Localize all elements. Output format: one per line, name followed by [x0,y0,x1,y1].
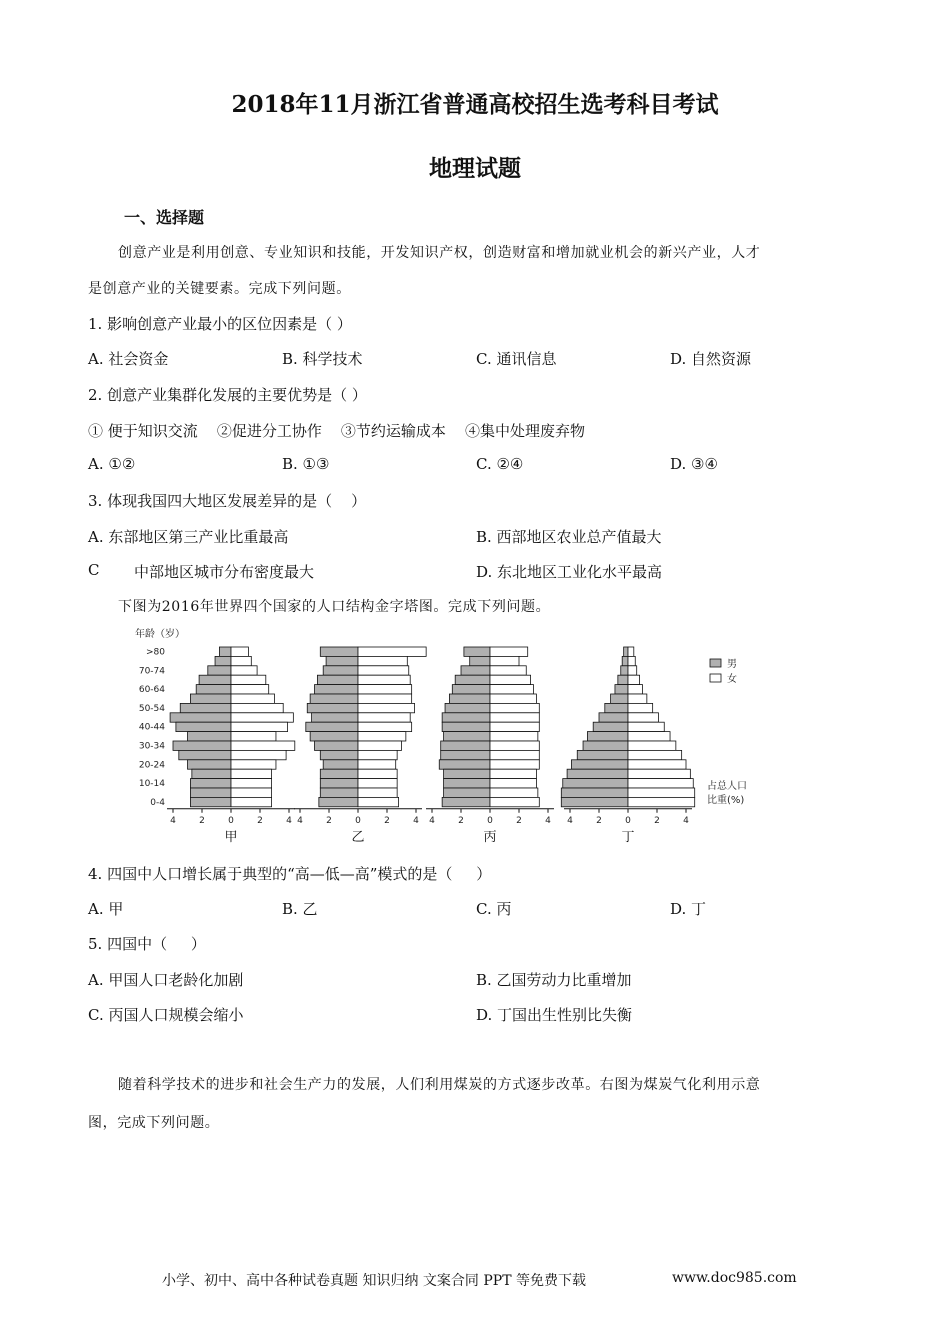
age-tick-label: 50-54 [138,703,165,714]
country-label: 丁 [621,829,635,845]
question-1-option-a: A. 社会资金 [88,350,169,368]
male-bar [190,788,231,797]
female-bar [231,685,269,694]
female-bar [628,685,643,694]
population-pyramid-chart [125,622,765,845]
male-bar [615,685,628,694]
female-bar [358,703,415,712]
male-bar [442,713,490,722]
female-bar [231,741,295,750]
male-bar [179,750,231,759]
male-bar [571,760,628,769]
male-bar [323,760,358,769]
male-bar [192,769,231,778]
passage-1-line-2: 是创意产业的关键要素。完成下列问题。 [88,281,351,297]
male-bar [624,647,628,656]
male-bar [312,713,358,722]
question-3-option-c-text: 中部地区城市分布密度最大 [134,563,315,581]
male-bar [180,703,231,712]
female-bar [358,722,412,731]
female-bar [628,732,670,741]
female-bar [358,647,426,656]
male-bar [188,760,232,769]
passage-1-line-1: 创意产业是利用创意、专业知识和技能，开发知识产权，创造财富和增加就业机会的新兴产业，人才 [118,245,761,261]
male-bar [452,685,490,694]
x-tick-label: 4 [567,815,573,826]
x-tick-label: 4 [286,815,292,826]
female-bar [628,788,695,797]
female-bar [490,666,526,675]
female-bar [490,788,538,797]
x-tick-label: 0 [355,815,361,826]
age-tick-label: >80 [146,647,165,658]
female-bar [490,732,538,741]
male-bar [190,779,231,788]
female-bar [231,760,276,769]
question-5-option-c: C. 丙国人口规模会缩小 [88,1006,244,1024]
male-bar [173,741,231,750]
female-bar [231,722,288,731]
question-3-option-a: A. 东部地区第三产业比重最高 [88,528,289,546]
male-bar [599,713,628,722]
question-4-option-b: B. 乙 [282,900,318,918]
question-2-option-a: A. ①② [88,455,136,473]
x-tick-label: 4 [170,815,176,826]
question-2-option-c: C. ②④ [476,455,524,473]
x-tick-label: 4 [413,815,419,826]
female-bar [490,703,539,712]
male-bar [317,675,358,684]
legend-male-swatch [710,659,721,667]
x-tick-label: 0 [228,815,234,826]
question-5-option-b: B. 乙国劳动力比重增加 [476,971,632,989]
x-axis-title-line-2: 比重(%) [707,795,745,806]
male-bar [441,741,490,750]
male-bar [310,694,358,703]
female-bar [628,694,647,703]
female-bar [628,675,640,684]
question-1-stem: 1. 影响创意产业最小的区位因素是（ ） [88,315,352,333]
age-tick-label: 30-34 [138,741,165,752]
male-bar [567,769,628,778]
male-bar [464,647,490,656]
female-bar [628,656,635,665]
male-bar [461,666,490,675]
question-3-stem: 3. 体现我国四大地区发展差异的是（ ） [88,492,367,510]
page-title: 2018年11月浙江省普通高校招生选考科目考试 [231,91,719,118]
female-bar [490,750,539,759]
female-bar [231,694,275,703]
x-tick-label: 4 [545,815,551,826]
male-bar [622,656,628,665]
female-bar [358,732,406,741]
female-bar [490,741,539,750]
female-bar [231,647,248,656]
age-tick-label: 60-64 [138,685,165,696]
age-tick-label: 70-74 [138,666,165,677]
section-heading: 一、选择题 [124,208,205,227]
female-bar [231,703,283,712]
x-tick-label: 2 [257,815,263,826]
male-bar [208,666,231,675]
male-bar [188,732,232,741]
female-bar [628,779,693,788]
question-5-stem: 5. 四国中（ ） [88,935,206,953]
male-bar [320,779,358,788]
male-bar [470,656,490,665]
female-bar [490,647,528,656]
female-bar [358,741,402,750]
female-bar [358,656,407,665]
female-bar [358,713,410,722]
x-tick-label: 4 [297,815,303,826]
male-bar [190,797,231,806]
passage-3-line-2: 图，完成下列问题。 [88,1115,220,1131]
female-bar [231,769,272,778]
female-bar [628,722,664,731]
question-5-option-d: D. 丁国出生性别比失衡 [476,1006,633,1024]
x-tick-label: 2 [326,815,332,826]
male-bar [449,694,490,703]
male-bar [307,703,358,712]
male-bar [577,750,628,759]
x-tick-label: 4 [683,815,689,826]
female-bar [231,656,251,665]
male-bar [320,769,358,778]
footer-url[interactable]: www.doc985.com [672,1270,797,1286]
female-bar [358,779,397,788]
male-bar [561,797,628,806]
female-bar [358,769,397,778]
x-tick-label: 2 [596,815,602,826]
female-bar [490,694,536,703]
x-axis-title-line-1: 占总人口 [707,781,747,792]
legend-male-label: 男 [727,659,737,670]
female-bar [628,760,686,769]
question-4-option-c: C. 丙 [476,900,512,918]
female-bar [231,666,257,675]
female-bar [628,750,682,759]
question-5-option-a: A. 甲国人口老龄化加剧 [88,971,244,989]
country-label: 甲 [224,829,238,845]
male-bar [310,732,358,741]
question-4-stem: 4. 四国中人口增长属于典型的“高—低—高”模式的是（ ） [88,865,492,883]
male-bar [444,732,490,741]
male-bar [320,647,358,656]
male-bar [587,732,628,741]
x-tick-label: 0 [487,815,493,826]
x-tick-label: 2 [516,815,522,826]
question-3-option-b: B. 西部地区农业总产值最大 [476,528,662,546]
question-3-option-d: D. 东北地区工业化水平最高 [476,563,663,581]
age-tick-label: 10-14 [138,779,165,790]
question-3-option-c-letter: C [88,561,100,579]
female-bar [231,750,286,759]
male-bar [326,656,358,665]
female-bar [490,713,539,722]
male-bar [442,797,490,806]
female-bar [358,685,412,694]
male-bar [444,779,490,788]
male-bar [215,656,231,665]
legend-female-swatch [710,674,721,682]
female-bar [231,788,272,797]
male-bar [319,797,358,806]
female-bar [628,703,653,712]
footer-text: 小学、初中、高中各种试卷真题 知识归纳 文案合同 PPT 等免费下载 [162,1273,586,1289]
male-bar [176,722,231,731]
male-bar [306,722,358,731]
male-bar [199,675,231,684]
age-tick-label: 40-44 [138,722,165,733]
question-2-statements: ① 便于知识交流 ②促进分工协作 ③节约运输成本 ④集中处理废弃物 [88,422,585,440]
male-bar [618,675,628,684]
x-tick-label: 2 [654,815,660,826]
age-tick-label: 20-24 [138,760,165,771]
male-bar [561,788,628,797]
x-tick-label: 4 [429,815,435,826]
question-1-option-d: D. 自然资源 [670,350,752,368]
legend-female-label: 女 [727,674,737,685]
male-bar [455,675,490,684]
male-bar [583,741,628,750]
passage-2-line-1: 下图为2016年世界四个国家的人口结构金字塔图。完成下列问题。 [118,599,551,615]
female-bar [490,675,531,684]
female-bar [358,797,399,806]
female-bar [490,779,536,788]
question-4-option-a: A. 甲 [88,900,124,918]
female-bar [358,760,396,769]
female-bar [490,685,534,694]
country-label: 丙 [483,829,497,845]
female-bar [358,694,412,703]
male-bar [315,741,359,750]
female-bar [231,779,272,788]
age-tick-label: 0-4 [150,797,165,808]
female-bar [231,713,293,722]
male-bar [605,703,628,712]
question-2-option-d: D. ③④ [670,455,718,473]
male-bar [439,760,490,769]
female-bar [358,675,410,684]
country-label: 乙 [351,829,365,845]
male-bar [219,647,231,656]
male-bar [621,666,628,675]
male-bar [441,750,490,759]
male-bar [442,722,490,731]
female-bar [231,797,272,806]
x-tick-label: 2 [458,815,464,826]
female-bar [628,769,690,778]
question-1-option-b: B. 科学技术 [282,350,363,368]
male-bar [320,750,358,759]
male-bar [320,788,358,797]
female-bar [358,788,397,797]
male-bar [196,685,231,694]
female-bar [231,675,266,684]
male-bar [611,694,628,703]
male-bar [563,779,628,788]
female-bar [358,750,397,759]
male-bar [444,769,490,778]
female-bar [490,656,519,665]
female-bar [358,666,409,675]
question-4-option-d: D. 丁 [670,900,707,918]
male-bar [323,666,358,675]
male-bar [315,685,359,694]
male-bar [190,694,231,703]
female-bar [628,713,658,722]
x-tick-label: 2 [384,815,390,826]
female-bar [628,647,634,656]
x-tick-label: 2 [199,815,205,826]
female-bar [231,732,276,741]
female-bar [628,797,695,806]
male-bar [445,703,490,712]
female-bar [628,666,637,675]
page-subtitle: 地理试题 [429,155,521,182]
y-axis-title: 年龄（岁） [135,629,185,640]
female-bar [490,797,539,806]
female-bar [490,760,539,769]
female-bar [628,741,676,750]
question-1-option-c: C. 通讯信息 [476,350,557,368]
male-bar [444,788,490,797]
male-bar [170,713,231,722]
female-bar [490,769,536,778]
question-2-stem: 2. 创意产业集群化发展的主要优势是（ ） [88,386,367,404]
male-bar [593,722,628,731]
x-tick-label: 0 [625,815,631,826]
passage-3-line-1: 随着科学技术的进步和社会生产力的发展，人们利用煤炭的方式逐步改革。右图为煤炭气化利用示意 [118,1077,761,1093]
female-bar [490,722,539,731]
question-2-option-b: B. ①③ [282,455,330,473]
